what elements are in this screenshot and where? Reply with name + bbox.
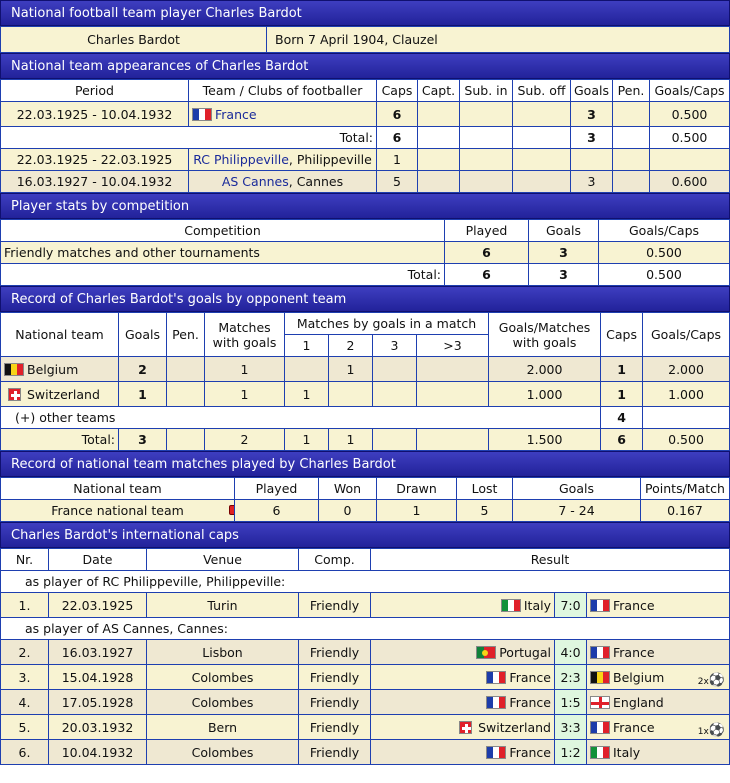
col-sub-in: Sub. in [460, 80, 513, 102]
col-team: Team / Clubs of footballer [189, 80, 377, 102]
col-matches-with-goals: Matches with goals [205, 313, 285, 357]
col-2-goals: 2 [329, 335, 373, 357]
col-caps: Caps [377, 80, 418, 102]
col-goals: Goals [571, 80, 613, 102]
competition-table [0, 219, 730, 286]
opponent-belgium[interactable]: Belgium [1, 357, 119, 382]
col-capt: Capt. [418, 80, 460, 102]
record-table [0, 477, 730, 522]
table-row: 22.03.1925 - 22.03.1925 RC Philippeville, Philippeville 1 [1, 149, 730, 171]
goals-scored-badge: 1x⚽ [697, 723, 725, 738]
col-venue: Venue [147, 549, 299, 571]
player-header-title: National football team player Charles Bardot [0, 0, 730, 26]
switzerland-flag-icon [459, 721, 472, 734]
france-flag-icon [590, 599, 610, 612]
player-name: Charles Bardot [1, 27, 267, 53]
col-drawn: Drawn [377, 478, 457, 500]
match-score-link[interactable]: 2:3 [555, 665, 587, 690]
col-played: Played [445, 220, 529, 242]
competition-section [0, 193, 730, 286]
italy-flag-icon [590, 746, 610, 759]
col-points-match: Points/Match [641, 478, 730, 500]
red-square-icon [229, 505, 235, 515]
col-matches-by-goals: Matches by goals in a match [285, 313, 489, 335]
appearances-section [0, 53, 730, 193]
col-date: Date [49, 549, 147, 571]
italy-flag-icon [501, 599, 521, 612]
col-1-goal: 1 [285, 335, 329, 357]
col-national-team: National team [1, 478, 235, 500]
opponent-switzerland[interactable]: Switzerland [1, 382, 119, 407]
col-goals: Goals [119, 313, 167, 357]
player-info-table [0, 26, 730, 53]
table-row: 16.03.1927 - 10.04.1932 AS Cannes, Cannes 5 3 0.600 [1, 171, 730, 193]
football-icon: ⚽ [708, 723, 725, 738]
france-flag-icon [486, 746, 506, 759]
col-pen: Pen. [167, 313, 205, 357]
col-goals-caps: Goals/Caps [643, 313, 730, 357]
col-result: Result [371, 549, 730, 571]
france-flag-icon [486, 696, 506, 709]
table-row: France national team 6 0 1 5 7 - 24 0.167 [1, 500, 730, 522]
table-row: Switzerland 1 1 1 1.000 1 1.000 [1, 382, 730, 407]
team-france-label[interactable]: France [215, 106, 257, 122]
caps-section [0, 522, 730, 765]
france-flag-icon [486, 671, 506, 684]
competition-title: Player stats by competition [0, 193, 730, 219]
belgium-flag-icon [4, 363, 24, 376]
football-icon: ⚽ [708, 673, 725, 688]
match-row: 2. 16.03.1927 Lisbon Friendly Portugal 4:0 France [1, 640, 730, 665]
team-france-link[interactable] [189, 102, 377, 127]
other-teams-toggle[interactable]: (+) other teams [1, 407, 601, 429]
caps-title: Charles Bardot's international caps [0, 522, 730, 548]
col-period: Period [1, 80, 189, 102]
col-goals: Goals [513, 478, 641, 500]
england-flag-icon [590, 696, 610, 709]
col-won: Won [319, 478, 377, 500]
table-row: Belgium 2 1 1 2.000 1 2.000 [1, 357, 730, 382]
other-teams-row: (+) other teams 4 [1, 407, 730, 429]
match-row: 5. 20.03.1932 Bern Friendly Switzerland 3:3 France 1x⚽ [1, 715, 730, 740]
total-row: Total: 3 2 1 1 1.500 6 0.500 [1, 429, 730, 451]
match-score-link[interactable]: 1:5 [555, 690, 587, 715]
opponents-table [0, 312, 730, 451]
total-row: Total: 6 3 0.500 [1, 264, 730, 286]
club-link-cannes[interactable]: AS Cannes [221, 174, 289, 189]
col-goals-caps: Goals/Caps [650, 80, 730, 102]
player-header-section [0, 0, 730, 53]
match-row: 4. 17.05.1928 Colombes Friendly France 1:5 England [1, 690, 730, 715]
col-goals: Goals [529, 220, 599, 242]
switzerland-flag-icon [8, 388, 21, 401]
match-score-link[interactable]: 7:0 [555, 593, 587, 618]
col-more-goals: >3 [417, 335, 489, 357]
france-flag-icon [192, 108, 212, 121]
match-score-link[interactable]: 4:0 [555, 640, 587, 665]
belgium-flag-icon [590, 671, 610, 684]
col-pen: Pen. [613, 80, 650, 102]
col-lost: Lost [457, 478, 513, 500]
opponents-section [0, 286, 730, 451]
record-title: Record of national team matches played by Charles Bardot [0, 451, 730, 477]
france-national-team-link[interactable]: France national team [1, 500, 235, 522]
col-goals-caps: Goals/Caps [599, 220, 730, 242]
col-national-team: National team [1, 313, 119, 357]
player-birth: Born 7 April 1904, Clauzel [267, 27, 730, 53]
portugal-flag-icon [476, 646, 496, 659]
col-played: Played [235, 478, 319, 500]
club-link-philippeville[interactable]: RC Philippeville [193, 152, 289, 167]
record-section [0, 451, 730, 522]
match-score-link[interactable]: 3:3 [555, 715, 587, 740]
group-row: as player of AS Cannes, Cannes: [1, 618, 730, 640]
col-3-goals: 3 [373, 335, 417, 357]
appearances-title: National team appearances of Charles Bardot [0, 53, 730, 79]
france-flag-icon [590, 646, 610, 659]
match-row: 3. 15.04.1928 Colombes Friendly France 2:3 Belgium 2x⚽ [1, 665, 730, 690]
col-sub-off: Sub. off [513, 80, 571, 102]
match-row: 6. 10.04.1932 Colombes Friendly France 1:2 Italy [1, 740, 730, 765]
group-row: as player of RC Philippeville, Philippeville: [1, 571, 730, 593]
caps-table [0, 548, 730, 765]
col-goals-matches: Goals/Matches with goals [489, 313, 601, 357]
match-row: 1. 22.03.1925 Turin Friendly Italy 7:0 France [1, 593, 730, 618]
col-competition: Competition [1, 220, 445, 242]
table-row: 22.03.1925 - 10.04.1932 France 6 3 0.500 [1, 102, 730, 127]
col-caps: Caps [601, 313, 643, 357]
col-comp: Comp. [299, 549, 371, 571]
table-row: Friendly matches and other tournaments 6 3 0.500 [1, 242, 730, 264]
col-nr: Nr. [1, 549, 49, 571]
total-row: Total: 6 3 0.500 [1, 127, 730, 149]
opponents-title: Record of Charles Bardot's goals by opponent team [0, 286, 730, 312]
appearances-table [0, 79, 730, 193]
match-score-link[interactable]: 1:2 [555, 740, 587, 765]
france-flag-icon [590, 721, 610, 734]
goals-scored-badge: 2x⚽ [697, 673, 725, 688]
